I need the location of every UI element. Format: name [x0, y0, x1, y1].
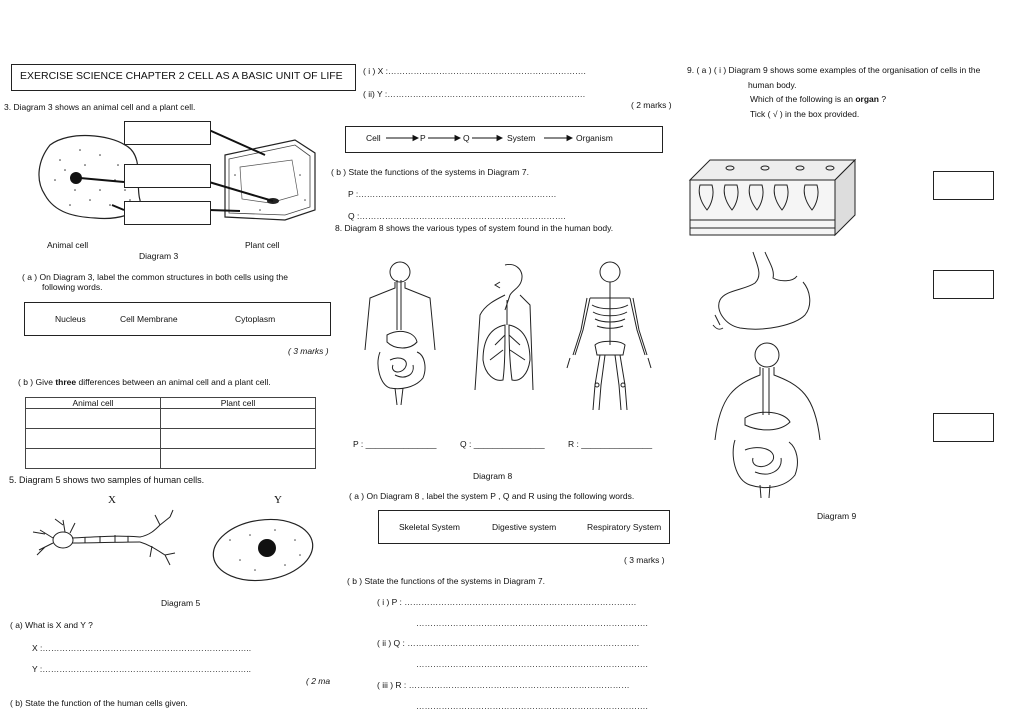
diagram-3-caption: Diagram 3: [139, 251, 179, 261]
q5-intro: 5. Diagram 5 shows two samples of human cells.: [9, 475, 205, 485]
label-q-line[interactable]: Q : _______________: [460, 439, 545, 449]
table-header-plant: Plant cell: [161, 398, 316, 409]
tick-box-digestive-system[interactable]: [933, 413, 994, 442]
mid-b-question: ( b ) State the functions of the systems in Diagram 7.: [331, 167, 529, 177]
answer-b-iii[interactable]: ( iii ) R : ……………………………………………………………………: [377, 680, 630, 690]
nerve-cell-drawing: [33, 510, 175, 565]
flow-arrows: [345, 133, 665, 143]
table-cell[interactable]: [26, 429, 161, 449]
q8b-question: ( b ) State the functions of the systems in Diagram 7.: [347, 576, 545, 586]
q-answer-line[interactable]: Q :……………………………………………………………….: [348, 211, 566, 221]
word-cell-membrane: Cell Membrane: [120, 314, 178, 324]
q5b-question: ( b) State the function of the human cells given.: [10, 698, 188, 708]
table-cell[interactable]: [161, 409, 316, 429]
q5a-marks: ( 2 ma: [306, 676, 331, 686]
q3a-line1: ( a ) On Diagram 3, label the common structures in both cells using the: [22, 272, 288, 282]
word-digestive: Digestive system: [492, 522, 557, 532]
respiratory-system-figure: [475, 264, 533, 390]
q3a-marks: ( 3 marks ): [288, 346, 329, 356]
table-cell[interactable]: [26, 449, 161, 469]
diagram-8-caption: Diagram 8: [473, 471, 513, 481]
animal-cell-label: Animal cell: [47, 240, 89, 250]
p-answer-line[interactable]: P :…………………………………………………………….: [348, 189, 557, 199]
flow-q: Q: [463, 133, 470, 143]
table-cell[interactable]: [26, 409, 161, 429]
plant-cell-drawing: [225, 140, 315, 220]
flow-system: System: [507, 133, 536, 143]
q5a-question: ( a) What is X and Y ?: [10, 620, 93, 630]
digestive-system-drawing: [715, 343, 820, 498]
q8a-marks: ( 3 marks ): [624, 555, 665, 565]
q3a-line2: following words.: [42, 282, 103, 292]
answer-b-iii-2[interactable]: ……………………………………………………………………….: [416, 701, 648, 711]
q5a-answer-x[interactable]: X :………………………………………………………………..: [32, 643, 252, 653]
flow-organism: Organism: [576, 133, 613, 143]
skeletal-system-figure: [567, 262, 651, 410]
q8-intro: 8. Diagram 8 shows the various types of system found in the human body.: [335, 223, 614, 233]
answer-i-x[interactable]: ( i ) X :…………………………………………………………….: [363, 66, 586, 76]
stomach-drawing: [713, 252, 810, 329]
plant-cell-label: Plant cell: [245, 240, 280, 250]
flow-cell: Cell: [366, 133, 381, 143]
label-box-1[interactable]: [124, 121, 211, 145]
answer-b-ii[interactable]: ( ii ) Q : ……………………………………………………………………….: [377, 638, 640, 648]
digestive-system-figure: [365, 262, 435, 405]
diagram-8-systems: [355, 260, 675, 420]
word-respiratory: Respiratory System: [587, 522, 662, 532]
q8a-question: ( a ) On Diagram 8 , label the system P , Q and R using the following words.: [349, 491, 635, 501]
mid-marks: ( 2 marks ): [631, 100, 672, 110]
q9-line3: Which of the following is an organ ?: [750, 94, 887, 104]
q9-line1: 9. ( a ) ( i ) Diagram 9 shows some examples of the organisation of cells in the: [687, 65, 981, 75]
answer-b-i-2[interactable]: ……………………………………………………………………….: [416, 618, 648, 628]
tick-box-stomach[interactable]: [933, 270, 994, 299]
diagram-5-cells: [25, 505, 325, 585]
word-cytoplasm: Cytoplasm: [235, 314, 276, 324]
diagram-9-caption: Diagram 9: [817, 511, 857, 521]
tissue-drawing: [690, 160, 855, 235]
label-box-2[interactable]: [124, 164, 211, 188]
table-cell[interactable]: [161, 429, 316, 449]
q9-line2: human body.: [748, 80, 797, 90]
diagram-9-organisation: [685, 150, 845, 500]
label-box-3[interactable]: [124, 201, 211, 225]
cell-x-label: X: [108, 494, 116, 506]
word-skeletal: Skeletal System: [399, 522, 460, 532]
label-p-line[interactable]: P : _______________: [353, 439, 437, 449]
answer-ii-y[interactable]: ( ii) Y :…………………………………………………………….: [363, 89, 586, 99]
label-r-line[interactable]: R : _______________: [568, 439, 653, 449]
table-cell[interactable]: [161, 449, 316, 469]
differences-table: [25, 397, 316, 469]
page-title: EXERCISE SCIENCE CHAPTER 2 CELL AS A BASIC UNIT OF LIFE: [20, 70, 343, 82]
cell-y-label: Y: [274, 494, 282, 506]
q9-line4: Tick ( √ ) in the box provided.: [750, 109, 860, 119]
tick-box-tissue[interactable]: [933, 171, 994, 200]
diagram-5-caption: Diagram 5: [161, 598, 201, 608]
answer-b-i[interactable]: ( i ) P : ……………………………………………………………………….: [377, 597, 637, 607]
flow-p: P: [420, 133, 426, 143]
q5a-answer-y[interactable]: Y :………………………………………………………………..: [32, 664, 251, 674]
q3b-question: ( b ) Give three differences between an animal cell and a plant cell.: [18, 377, 271, 387]
word-nucleus: Nucleus: [55, 314, 86, 324]
answer-b-ii-2[interactable]: ……………………………………………………………………….: [416, 659, 648, 669]
q3-intro: 3. Diagram 3 shows an animal cell and a plant cell.: [4, 102, 196, 112]
table-header-animal: Animal cell: [26, 398, 161, 409]
